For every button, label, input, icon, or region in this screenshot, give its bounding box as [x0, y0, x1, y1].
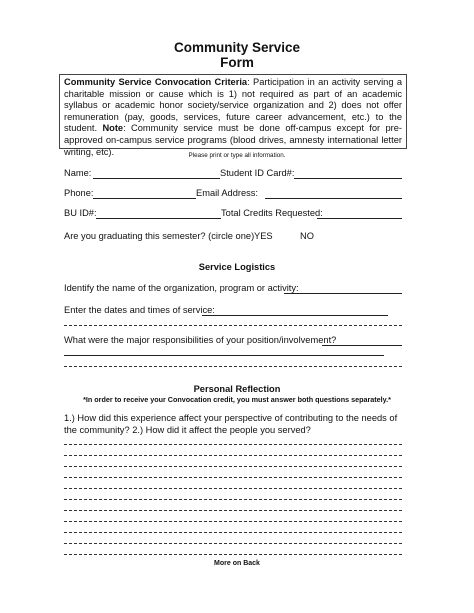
personal-reflection-heading: Personal Reflection [193, 384, 281, 394]
phone-field[interactable] [93, 198, 196, 199]
org-field[interactable] [284, 293, 402, 294]
responsibilities-question: What were the major responsibilities of your position/involvement? [64, 335, 337, 345]
student-id-field[interactable] [294, 178, 402, 179]
name-field[interactable] [93, 178, 220, 179]
graduating-question: Are you graduating this semester? (circle one) [64, 231, 255, 241]
bu-id-field[interactable] [96, 218, 221, 219]
name-label: Name: [64, 168, 92, 178]
answer-line[interactable] [64, 532, 402, 533]
answer-line[interactable] [64, 510, 402, 511]
yes-option[interactable]: YES [254, 231, 273, 241]
answer-line[interactable] [64, 488, 402, 489]
criteria-heading: Community Service Convocation Criteria [64, 77, 248, 87]
credits-field[interactable] [317, 218, 402, 219]
dates-extra-line[interactable] [64, 325, 402, 326]
dates-question: Enter the dates and times of service: [64, 305, 215, 315]
responsibilities-field[interactable] [322, 345, 402, 346]
answer-line[interactable] [64, 499, 402, 500]
answer-line[interactable] [64, 477, 402, 478]
reflection-question: 1.) How did this experience affect your perspective of contributing to the needs of the community? 2.) How did it affect the people you served? [64, 413, 398, 435]
phone-label: Phone: [64, 188, 94, 198]
note-body: : Community service must be done off-campus except for pre-approved on-campus service programs (blood drives, amnesty international letter writing, etc). [64, 123, 402, 157]
bu-id-label: BU ID#: [64, 208, 97, 218]
answer-line[interactable] [64, 543, 402, 544]
no-option[interactable]: NO [300, 231, 314, 241]
note-label: Note [102, 123, 124, 134]
instructions: Please print or type all information. [188, 152, 286, 159]
answer-line[interactable] [64, 521, 402, 522]
credits-label: Total Credits Requested: [221, 208, 323, 218]
responsibilities-line-3[interactable] [64, 366, 402, 367]
answer-line[interactable] [64, 455, 402, 456]
dates-field[interactable] [202, 315, 388, 316]
criteria-body: : Participation in an activity serving a charitable mission or cause which is 1) not required as part of an academic syllabus or academic honor society/service organization and 2) does not offer remuneration (pay, goods, services, future career advancement, etc.) to the student. [64, 77, 402, 134]
reflection-subheading: *In order to receive your Convocation credit, you must answer both questions separately.* [83, 395, 391, 404]
answer-line[interactable] [64, 554, 402, 555]
more-on-back: More on Back [214, 560, 260, 567]
service-logistics-heading: Service Logistics [198, 262, 276, 272]
responsibilities-line-2[interactable] [64, 355, 384, 356]
org-question: Identify the name of the organization, program or activity: [64, 283, 299, 293]
email-field[interactable] [265, 198, 402, 199]
form-subtitle: Form [220, 55, 254, 70]
form-title: Community Service [173, 40, 301, 55]
answer-line[interactable] [64, 444, 402, 445]
answer-line[interactable] [64, 466, 402, 467]
student-id-label: Student ID Card#: [220, 168, 295, 178]
email-label: Email Address: [196, 188, 259, 198]
